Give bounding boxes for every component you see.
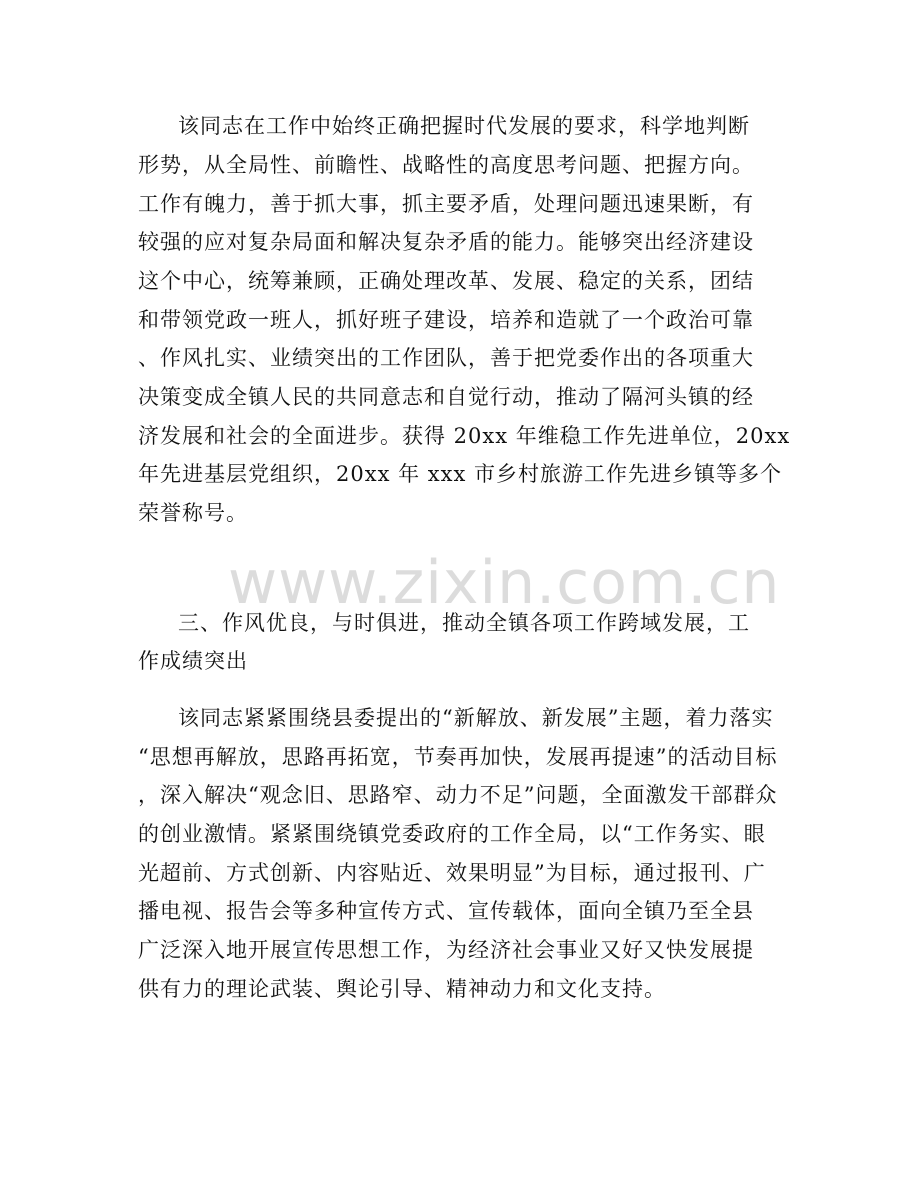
paragraph-line: 决策变成全镇人民的共同意志和自觉行动，推动了隔河头镇的经 — [138, 385, 754, 409]
paragraph-line: 荣誉称号。 — [138, 501, 248, 525]
paragraph-line: ，深入解决“观念旧、思路窄、动力不足”问题，全面激发干部群众 — [138, 783, 778, 807]
watermark: www.zixin.com.cn — [228, 548, 781, 618]
paragraph-line: 该同志在工作中始终正确把握时代发展的要求，科学地判断 — [178, 114, 750, 138]
paragraph-line: 的创业激情。紧紧围绕镇党委政府的工作全局，以“工作务实、眼 — [138, 822, 766, 846]
paragraph-line: 广泛深入地开展宣传思想工作，为经济社会事业又好又快发展提 — [138, 938, 754, 962]
paragraph-line: 较强的应对复杂局面和解决复杂矛盾的能力。能够突出经济建设 — [138, 230, 754, 254]
paragraph-line: 供有力的理论武装、舆论引导、精神动力和文化支持。 — [138, 977, 666, 1001]
paragraph-line: 这个中心，统筹兼顾，正确处理改革、发展、稳定的关系，团结 — [138, 269, 754, 293]
paragraph-line: 济发展和社会的全面进步。获得 20xx 年维稳工作先进单位，20xx — [138, 424, 791, 448]
paragraph-line: 形势，从全局性、前瞻性、战略性的高度思考问题、把握方向。 — [138, 153, 754, 177]
paragraph-line: 该同志紧紧围绕县委提出的“新解放、新发展”主题，着力落实 — [178, 706, 774, 730]
paragraph-line: 工作有魄力，善于抓大事，抓主要矛盾，处理问题迅速果断，有 — [138, 192, 754, 216]
paragraph-line: “思想再解放，思路再拓宽，节奏再加快，发展再提速”的活动目标 — [138, 745, 778, 769]
paragraph-line: 年先进基层党组织，20xx 年 xxx 市乡村旅游工作先进乡镇等多个 — [138, 462, 782, 486]
section-heading-line: 三、作风优良，与时俱进，推动全镇各项工作跨域发展，工 — [178, 611, 750, 635]
paragraph-line: 光超前、方式创新、内容贴近、效果明显”为目标，通过报刊、广 — [138, 861, 766, 885]
paragraph-line: 和带领党政一班人，抓好班子建设，培养和造就了一个政治可靠 — [138, 308, 754, 332]
paragraph-line: 、作风扎实、业绩突出的工作团队，善于把党委作出的各项重大 — [138, 346, 754, 370]
section-heading-line: 作成绩突出 — [138, 649, 248, 673]
paragraph-line: 播电视、报告会等多种宣传方式、宣传载体，面向全镇乃至全县 — [138, 899, 754, 923]
